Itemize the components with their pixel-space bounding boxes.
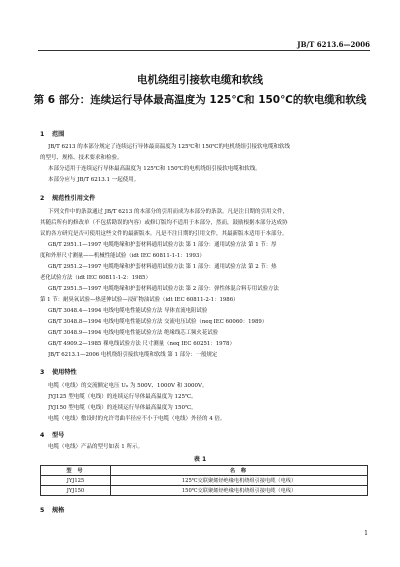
paragraph: 议的各方研究是否可使用这些文件的最新版本。凡是不注日期的引用文件，其最新版本适用于本部分。 — [40, 231, 288, 237]
table-row — [41, 486, 368, 496]
section-heading-specifications: 5 规格 — [40, 507, 65, 514]
column-header-model: 型 号 — [41, 466, 111, 476]
paragraph: JYJ150 型电缆（电线）的连续运行导体最高温度为 150℃。 — [48, 405, 197, 411]
column-header-name: 名 称 — [111, 466, 368, 476]
table-cell: JYJ150 — [41, 486, 111, 496]
paragraph: 的型号、规格、技术要求和检验。 — [40, 155, 123, 161]
paragraph: JYJ125 型电缆（电线）的连续运行导体最高温度为 125℃。 — [48, 394, 197, 400]
reference-item: GB/T 2951.5—1997 电缆绝缘和护套材料通用试验方法 第 2 部分：弹性体混合料专用试验方法 — [48, 286, 279, 292]
table-cell: 150℃交联聚烯烃绝缘电机绕组引接电缆（电线） — [111, 486, 368, 496]
section-heading-scope: 1 范围 — [40, 131, 65, 138]
model-table — [40, 465, 368, 496]
section-heading-characteristics: 3 使用特性 — [40, 369, 77, 376]
reference-item: GB/T 3048.8—1994 电线电缆电性能试验方法 交流电压试验（neq IEC 60060：1989） — [48, 319, 268, 325]
table-caption: 表 1 — [193, 456, 207, 463]
table-cell: JYJ125 — [41, 476, 111, 486]
paragraph: 电缆（电线）产品的型号如表 1 所示。 — [48, 444, 143, 450]
reference-item: JB/T 6213.1—2006 电机绕组引接软电缆和软线 第 1 部分：一般规定 — [48, 352, 218, 358]
reference-item: GB/T 4909.2—1985 裸电线试验方法 尺寸测量（neq IEC 60251：1978） — [48, 341, 235, 347]
paragraph: 本部分应与 JB/T 6213.1 一起使用。 — [48, 177, 140, 183]
reference-item: GB/T 3048.9—1994 电线电缆电性能试验方法 绝缘线芯工频火花试验 — [48, 330, 218, 336]
table-cell: 125℃交联聚烯烃绝缘电机绕组引接电缆（电线） — [111, 476, 368, 486]
table-row — [41, 476, 368, 486]
reference-item: 老化试验方法（idt IEC 60811-1-2：1985） — [40, 275, 151, 281]
reference-item: GB/T 2951.1—1997 电缆绝缘和护套材料通用试验方法 第 1 部分：通用试验方法 第 1 节：厚 — [48, 242, 277, 248]
paragraph: 下列文件中的条款通过 JB/T 6213 的本部分的引用而成为本部分的条款。凡是注日期的引用文件， — [48, 209, 289, 215]
document-title: 电机绕组引接软电缆和软线 — [137, 74, 263, 86]
reference-item: 第 1 节：耐臭氧试验—热延伸试验—浸矿物油试验（idt IEC 60811-2-1：1986） — [40, 297, 239, 303]
section-heading-normative-references: 2 规范性引用文件 — [40, 195, 96, 202]
paragraph: 电缆（电线）的交流额定电压 U₀ 为 500V、1000V 和 3000V。 — [48, 383, 208, 389]
paragraph: JB/T 6213 的本部分规定了连续运行导体最高温度为 125℃和 150℃的电机绕组引接软电缆和软线 — [48, 144, 291, 150]
document-subtitle: 第 6 部分：连续运行导体最高温度为 125℃和 150℃的软电缆和软线 — [33, 94, 367, 106]
reference-item: 度和外形尺寸测量——机械性能试验（idt IEC 60811-1-1：1993） — [40, 253, 205, 259]
page-number: 1 — [364, 530, 368, 537]
paragraph: 电缆（电线）敷设时的允许弯曲半径应不小于电缆（电线）外径的 4 倍。 — [48, 416, 226, 422]
reference-item: GB/T 3048.4—1994 电线电缆电性能试验方法 导体直流电阻试验 — [48, 308, 208, 314]
standard-number: JB/T 6213.6—2006 — [297, 40, 370, 49]
table-header-row — [41, 466, 368, 476]
paragraph: 本部分适用于连续运行导体最高温度为 125℃和 150℃的电机绕组引接软电缆和软线。 — [48, 166, 261, 172]
reference-item: GB/T 2951.2—1997 电缆绝缘和护套材料通用试验方法 第 1 部分：通用试验方法 第 2 节：热 — [48, 264, 277, 270]
header-rule — [38, 50, 370, 51]
paragraph: 其随后所有的修改单（不包括勘误的内容）或修订版均不适用于本部分，然而，鼓励根据本部分达成协 — [40, 220, 288, 226]
section-heading-model: 4 型号 — [40, 432, 65, 439]
